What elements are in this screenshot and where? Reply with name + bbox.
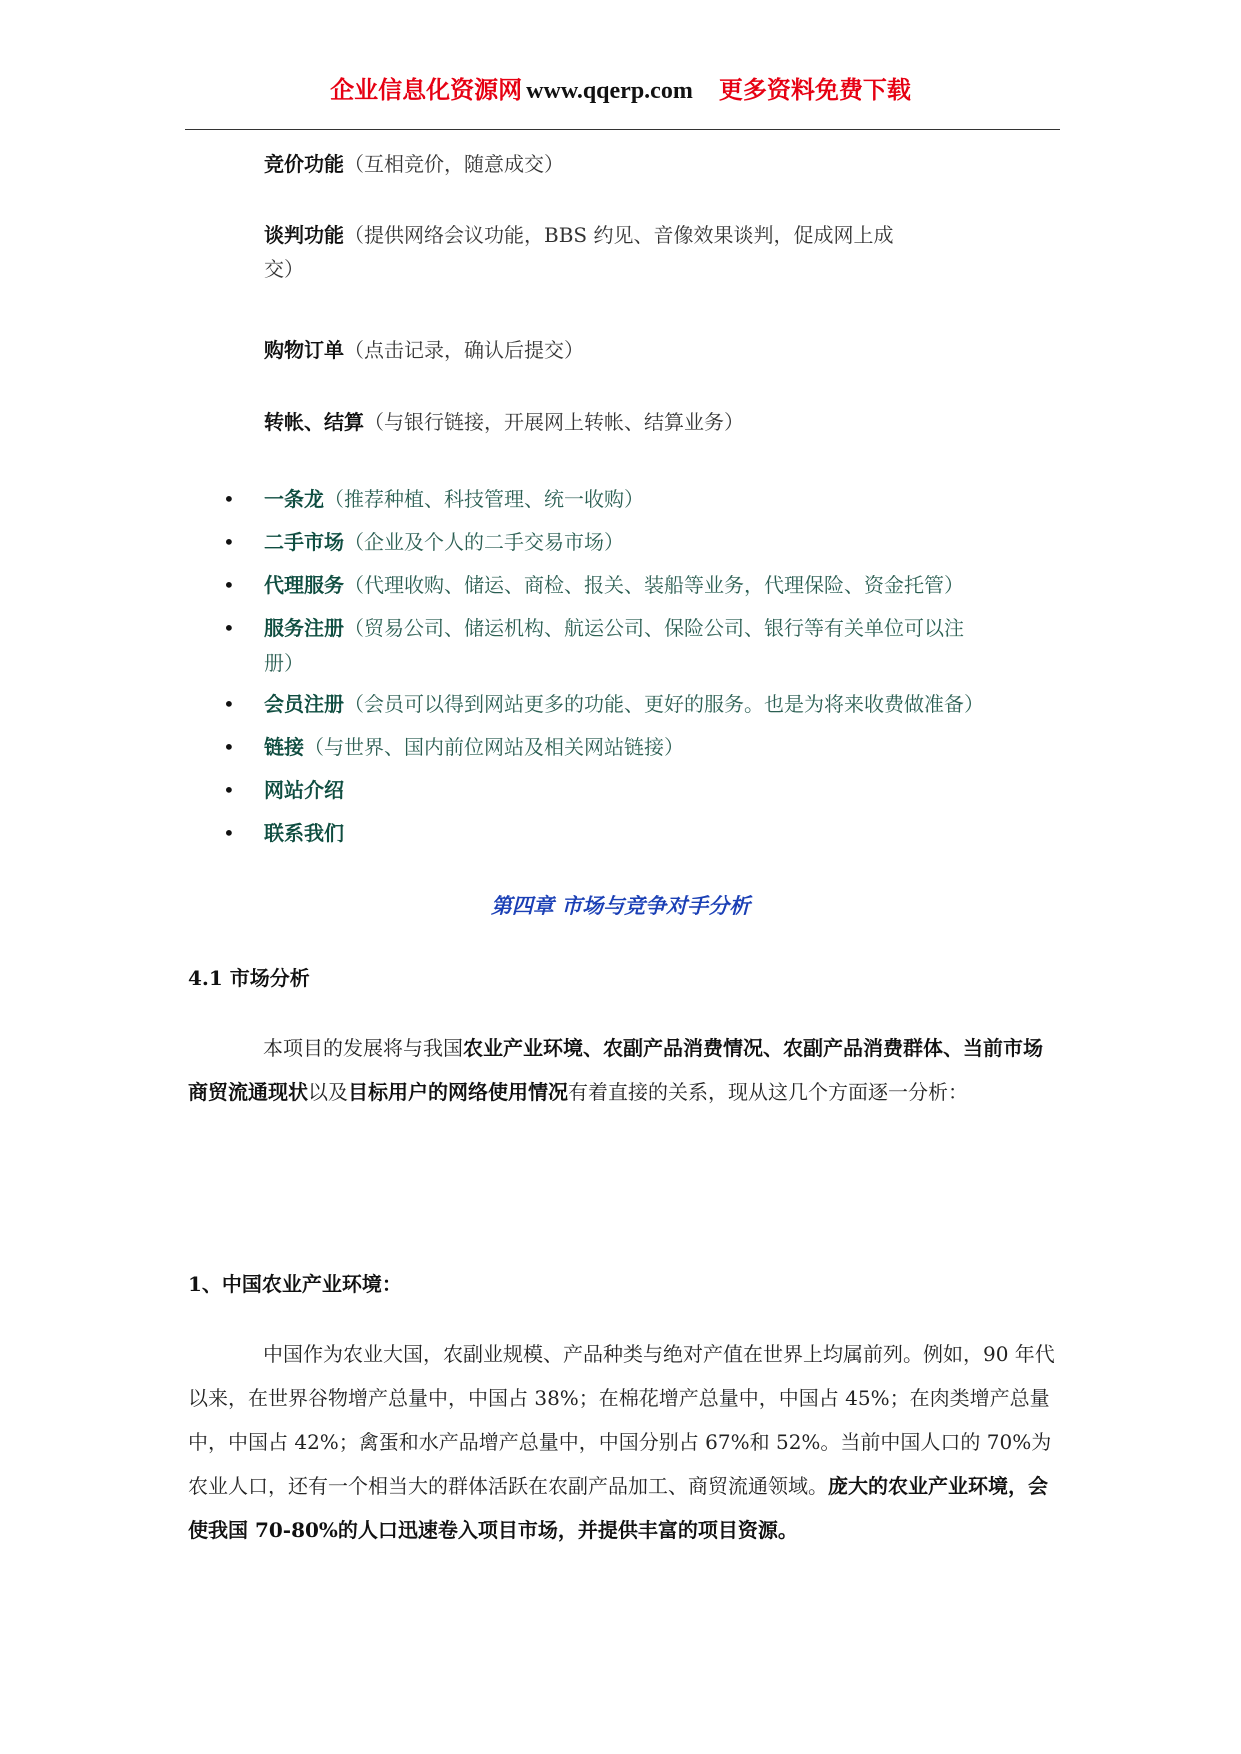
bullet-desc: （企业及个人的二手交易市场） xyxy=(344,530,624,554)
feature-negotiation xyxy=(264,218,984,286)
list-item xyxy=(223,607,1084,680)
text-run: 本项目的发展将与我国 xyxy=(263,1036,463,1060)
feature-desc: （提供网络会议功能，BBS 约见、音像效果谈判，促成网上成 xyxy=(344,223,894,247)
bullet-desc: （与世界、国内前位网站及相关网站链接） xyxy=(304,735,684,759)
bullet-desc-continued: 册） xyxy=(264,651,304,675)
header-site-url[interactable]: www.qqerp.com xyxy=(526,78,693,104)
list-item xyxy=(223,726,1084,769)
bold-run: 当前市场商贸流通现状 xyxy=(188,1036,1043,1104)
section-1-paragraph xyxy=(188,1332,1058,1552)
list-item xyxy=(223,521,1084,564)
list-item xyxy=(223,564,1084,607)
bullet-term: 联系我们 xyxy=(264,821,344,845)
bullet-desc: （贸易公司、储运机构、航运公司、保险公司、银行等有关单位可以注 xyxy=(344,616,964,640)
bullet-term: 代理服务 xyxy=(264,573,344,597)
feature-order xyxy=(264,333,584,367)
feature-desc: （互相竞价，随意成交） xyxy=(344,152,564,176)
service-bullet-list xyxy=(223,478,1084,855)
text-run: 以及 xyxy=(308,1080,348,1104)
bold-run: 农业产业环境、农副产品消费情况、农副产品消费群体、 xyxy=(463,1036,963,1060)
bold-run: 庞大的农业产业环境，会使我国 70-80%的人口迅速卷入项目市场，并提供丰富的项目资源。 xyxy=(188,1474,1048,1542)
feature-term: 购物订单 xyxy=(264,338,344,362)
header-slogan: 更多资料免费下载 xyxy=(718,75,911,104)
feature-bidding xyxy=(264,147,564,181)
bold-run: 目标用户的网络使用情况 xyxy=(348,1080,568,1104)
bullet-term: 链接 xyxy=(264,735,304,759)
text-run: 中国作为农业大国，农副业规模、产品种类与绝对产值在世界上均属前列。例如，90 年代以来，在世界谷物增产总量中，中国占 38%；在棉花增产总量中，中国占 45%；在肉类增产总量中，中国占 42%；禽蛋和水产品增产总量中，中国分别占 67%和 52%。当前中国人口的 70%为农业人口，还有一个相当大的群体活跃在农副产品加工、商贸流通领域。 xyxy=(188,1342,1055,1498)
list-item xyxy=(223,683,1084,726)
bullet-desc: （会员可以得到网站更多的功能、更好的服务。也是为将来收费做准备） xyxy=(344,692,984,716)
section-heading-1: 1、中国农业产业环境： xyxy=(188,1272,402,1296)
feature-desc-continued: 交） xyxy=(264,257,304,281)
bullet-term: 会员注册 xyxy=(264,692,344,716)
feature-term: 谈判功能 xyxy=(264,223,344,247)
feature-desc: （与银行链接，开展网上转帐、结算业务） xyxy=(364,410,744,434)
bullet-term: 服务注册 xyxy=(264,616,344,640)
page-header xyxy=(0,70,1241,105)
text-run: 有着直接的关系，现从这几个方面逐一分析： xyxy=(568,1080,968,1104)
bullet-term: 网站介绍 xyxy=(264,778,344,802)
header-site-name: 企业信息化资源网 xyxy=(330,75,523,104)
bullet-desc: （推荐种植、科技管理、统一收购） xyxy=(324,487,644,511)
bullet-term: 二手市场 xyxy=(264,530,344,554)
list-item xyxy=(223,478,1084,521)
feature-term: 转帐、结算 xyxy=(264,410,364,434)
list-item xyxy=(223,812,1084,855)
header-divider xyxy=(185,129,1060,130)
list-item xyxy=(223,769,1084,812)
bullet-term: 一条龙 xyxy=(264,487,324,511)
chapter-title: 第四章 市场与竞争对手分析 xyxy=(490,893,751,918)
bullet-desc: （代理收购、储运、商检、报关、装船等业务，代理保险、资金托管） xyxy=(344,573,964,597)
section-heading-4-1: 4.1 市场分析 xyxy=(188,966,310,990)
feature-term: 竞价功能 xyxy=(264,152,344,176)
feature-desc: （点击记录，确认后提交） xyxy=(344,338,584,362)
section-4-1-paragraph xyxy=(188,1026,1058,1114)
feature-settlement xyxy=(264,405,744,439)
